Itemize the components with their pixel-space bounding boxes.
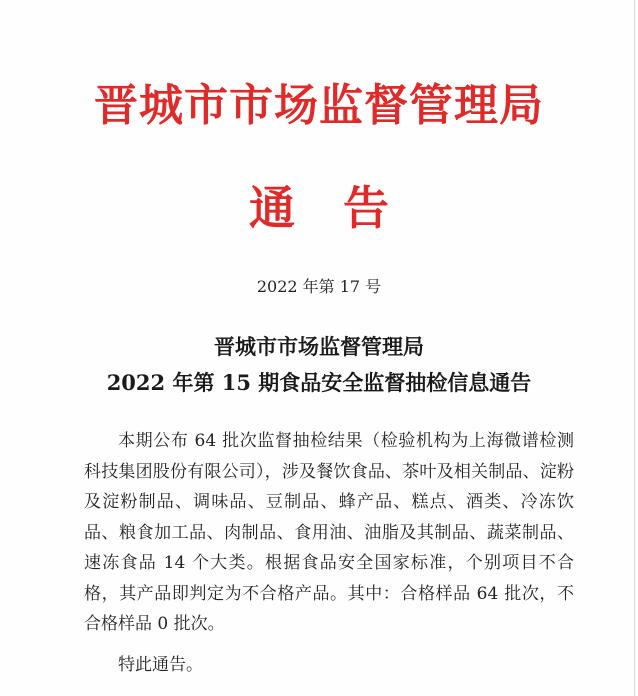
notice-char-2: 告 (343, 181, 389, 235)
document-number: 2022 年第 17 号 (256, 277, 382, 296)
notice-char-1: 通 (249, 181, 295, 235)
document-title-line-2: 2022 年第 15 期食品安全监督抽检信息通告 (106, 370, 532, 395)
notice-heading (0, 178, 638, 238)
issuing-organization-header: 晋城市市场监督管理局 (94, 80, 544, 131)
document-title-line-1: 晋城市市场监督管理局 (214, 334, 424, 359)
closing-statement: 特此通告。 (118, 655, 203, 675)
body-paragraph: 本期公布 64 批次监督抽检结果（检验机构为上海微谱检测科技集团股份有限公司），涉及餐饮食品、茶叶及相关制品、淀粉及淀粉制品、调味品、豆制品、蜂产品、糕点、酒类、冷冻饮品、粮食加工品、肉制品、食用油、油脂及其制品、蔬菜制品、速冻食品 14 个大类。根据食品安全国家标准，个别项目不合格，其产品即判定为不合格产品。其中：合格样品 64 批次，不合格样品 0 批次。 (84, 431, 574, 634)
